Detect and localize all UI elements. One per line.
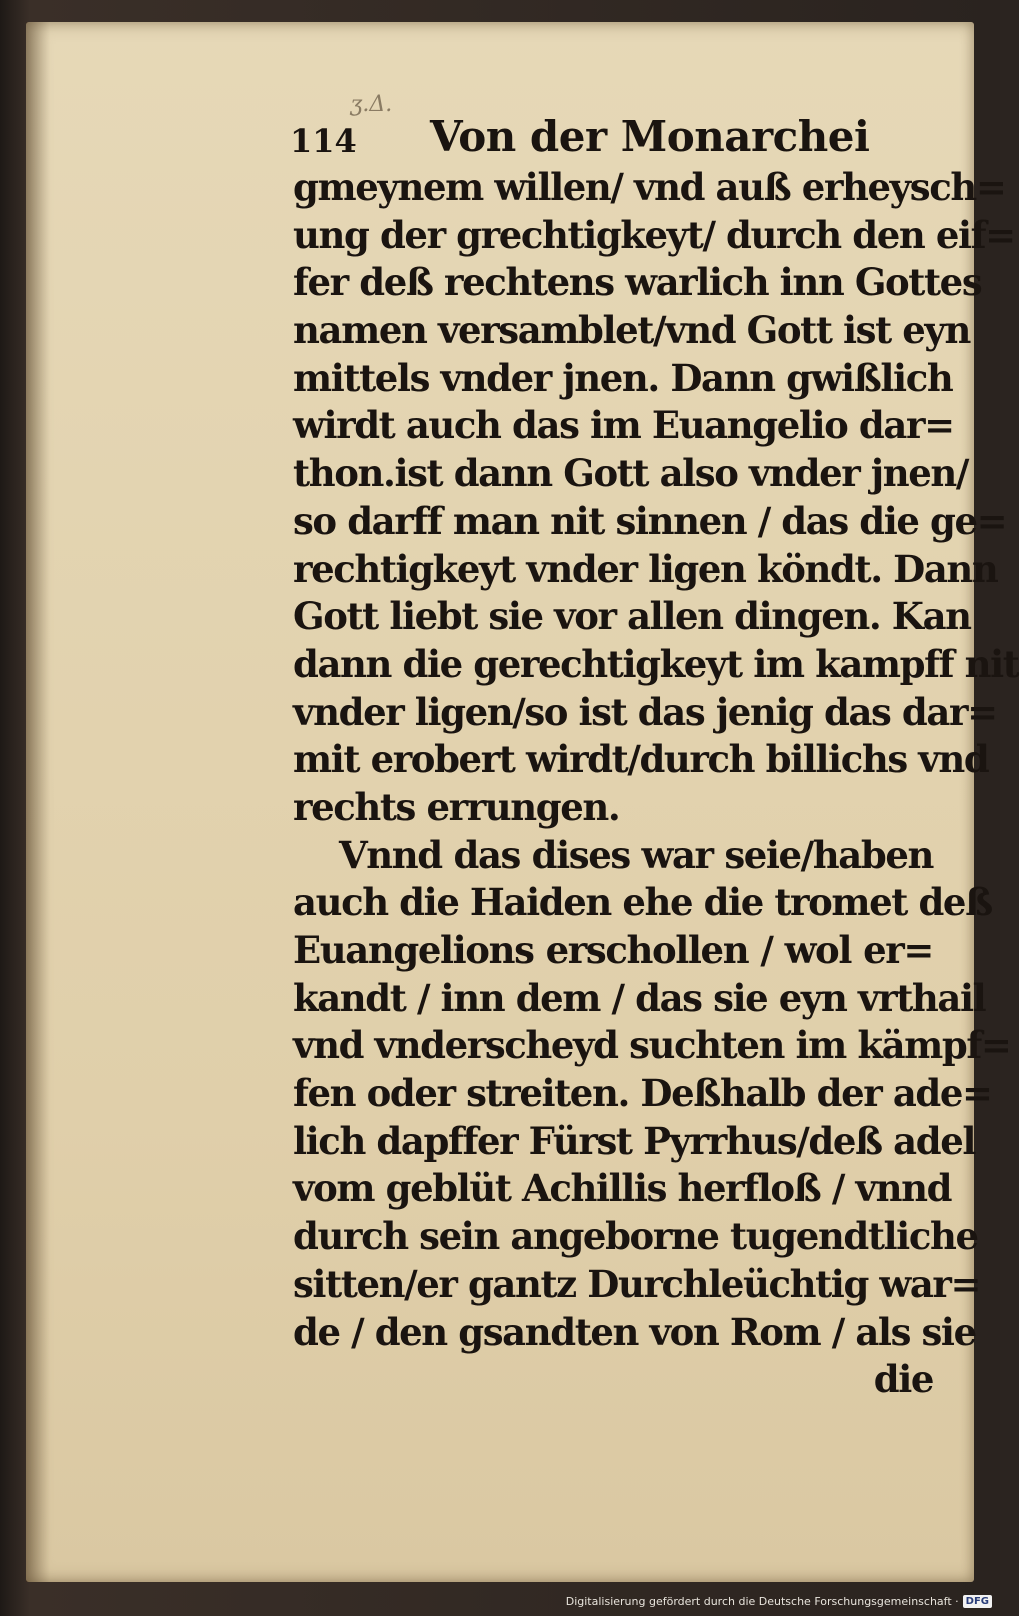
catchword: die xyxy=(873,1357,933,1402)
digitization-credit xyxy=(566,1588,992,1614)
text-line: sitten/er gantz Durchleüchtig war= xyxy=(293,1261,981,1306)
text-line: thon.ist dann Gott also vnder jnen/ xyxy=(293,451,969,496)
text-line: dann die gerechtigkeyt im kampff nit xyxy=(293,641,1019,686)
text-line: wirdt auch das im Euangelio dar= xyxy=(293,403,954,448)
text-line: mittels vnder jnen. Dann gwißlich xyxy=(293,355,953,400)
text-line: mit erobert wirdt/durch billichs vnd xyxy=(293,737,989,782)
text-line: vom geblüt Achillis herfloß / vnnd xyxy=(293,1166,952,1211)
text-line: gmeynem willen/ vnd auß erheysch= xyxy=(293,165,1006,209)
running-title: Von der Monarchei xyxy=(430,112,870,161)
text-line: so darff man nit sinnen / das die ge= xyxy=(293,498,1007,543)
text-line: durch sein angeborne tugendtliche xyxy=(293,1214,978,1259)
paragraph-start-line: Vnnd das dises war seie/haben xyxy=(339,832,933,877)
text-line: rechtigkeyt vnder ligen köndt. Dann xyxy=(293,546,998,591)
page-number: 114 xyxy=(290,122,357,160)
text-line: de / den gsandten von Rom / als sie xyxy=(293,1309,976,1354)
text-line: ung der grechtigkeyt/ durch den eif= xyxy=(293,212,1015,257)
text-line: lich dapffer Fürst Pyrrhus/deß adel xyxy=(293,1118,976,1163)
text-line: vnder ligen/so ist das jenig das dar= xyxy=(293,689,997,734)
text-line: Gott liebt sie vor allen dingen. Kan xyxy=(293,594,971,639)
page-gutter-shadow xyxy=(26,22,50,1582)
text-line: fen oder streiten. Deßhalb der ade= xyxy=(293,1071,992,1116)
text-line: namen versamblet/vnd Gott ist eyn xyxy=(293,308,970,353)
running-head xyxy=(290,112,930,162)
text-line: kandt / inn dem / das sie eyn vrthail xyxy=(293,975,986,1020)
credit-text: Digitalisierung gefördert durch die Deutsche Forschungsgemeinschaft · xyxy=(565,1594,959,1608)
body-text xyxy=(293,164,1019,1404)
dfg-logo: DFG xyxy=(963,1595,992,1608)
text-line: Euangelions erschollen / wol er= xyxy=(293,928,933,972)
text-line: vnd vnderscheyd suchten im kämpf= xyxy=(293,1023,1011,1068)
text-line: fer deß rechtens warlich inn Gottes xyxy=(293,260,982,305)
paragraph-end-line: rechts errungen. xyxy=(293,784,620,829)
ink-smudge-mark: ʒ.Δ. xyxy=(350,92,393,117)
text-line: auch die Haiden ehe die tromet deß xyxy=(293,880,992,925)
